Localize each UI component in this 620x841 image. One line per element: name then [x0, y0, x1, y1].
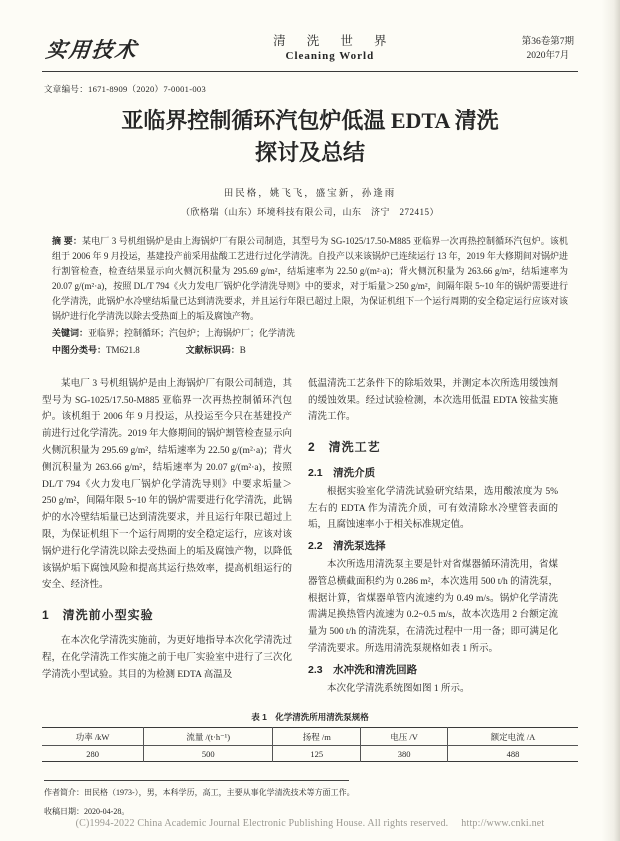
journal-name-cn: 清 洗 世 界	[273, 34, 396, 49]
journal-name-en: Cleaning World	[285, 49, 375, 62]
authors: 田民格，姚飞飞，盛宝新，孙逢雨	[223, 188, 397, 199]
table-cell: 500	[144, 746, 273, 762]
header-rule	[42, 71, 578, 72]
footnote-rule	[44, 780, 349, 781]
subsection-heading-2-1: 2.1 清洗介质	[308, 466, 376, 479]
keywords-label: 关键词：	[52, 327, 89, 338]
clc-label: 中图分类号：	[52, 344, 107, 355]
table-header-cell: 功率 /kW	[75, 731, 110, 742]
abstract-text: 某电厂 3 号机组锅炉是由上海锅炉厂有限公司制造，其型号为 SG-1025/17.50-M885 亚临界一次再热控制循环汽包炉。该机组于 2006 年 9 月投运，基建投产前采用盐酸工艺进行过化学清洗。自投产以来该锅炉已连续运行 13 年，2019 年大修期间对锅炉进行割管检查，检查结果显示向火侧沉积量为 295.69 g/m²，结垢速率为 22.50 g/(m²·a)；背火侧沉积量为 263.66 g/m²，结垢速率为 20.07 g/(m²·a)，按照 DL/T 794《火力发电厂锅炉化学清洗导则》中的要求，对于垢量＞250 g/m²，间隔年限 5~10 年的锅炉需要进行化学清洗，此锅炉水冷壁结垢量已达到清洗要求，并且运行年限已超过上限，为保证机组下一个运行周期的安全稳定运行应该对该锅炉进行化学清洗以除去受热面上的垢及腐蚀产物。	[52, 235, 568, 321]
body-paragraph: 根据实验室化学清洗试验研究结果，选用酸浓度为 5% 左右的 EDTA 作为清洗介质，可有效清除水冷壁管表面的垢，且腐蚀速率小于相关标准规定值。	[308, 486, 558, 531]
body-paragraph: 本次所选用清洗泵主要是针对省煤器循环清洗用，省煤器管总横截面积约为 0.286 m²，本次选用 500 t/h 的清洗泵，根据计算，省煤器单管内流速约为 0.49 m/s。锅炉化学清洗需满足换热管内流速为 0.2~0.5 m/s，故本次选用 2 台额定流量为 500 t/h 的清洗泵，在清洗过程中一用一备；即可满足化学清洗要求。所选用清洗泵规格如表 1 所示。	[308, 559, 558, 654]
section-heading-2: 2 清洗工艺	[308, 440, 381, 455]
table-header-row	[42, 728, 578, 746]
issue-info	[522, 35, 574, 64]
article-title-line2: 探讨及总结	[254, 139, 365, 165]
body-paragraph: 本次化学清洗系统图如图 1 所示。	[327, 683, 470, 694]
article-title-line1: 亚临界控制循环汽包炉低温 EDTA 清洗	[121, 108, 499, 133]
body-paragraph: 低温清洗工艺条件下的除垢效果，并测定本次所选用缓蚀剂的缓蚀效果。经过试验检测，本次选用低温 EDTA 铵盐实施清洗工作。	[308, 378, 558, 423]
article-number-value: 1671-8909（2020）7-0001-003	[88, 84, 207, 94]
subsection-heading-2-2: 2.2 清洗泵选择	[308, 540, 386, 553]
doc-code-label: 文献标识码：	[185, 344, 240, 355]
table-cell: 125	[273, 746, 361, 762]
affiliation: （欣格瑞（山东）环境科技有限公司，山东 济宁 272415）	[180, 206, 439, 217]
column-banner: 实用技术	[44, 38, 140, 62]
keywords	[52, 326, 568, 341]
keywords-value: 亚临界；控制循环；汽包炉；上海锅炉厂；化学清洗	[88, 327, 296, 338]
article-title	[42, 105, 578, 169]
table-header-cell: 额定电流 /A	[447, 728, 578, 746]
journal-name	[264, 34, 395, 63]
body-paragraph: 某电厂 3 号机组锅炉是由上海锅炉厂有限公司制造，其型号为 SG-1025/17.50-M885 亚临界一次再热控制循环汽包炉。该机组于 2006 年 9 月投运，从投运至今只在基建投产前进行过化学清洗。2019 年大修期间的锅炉割管检查显示向火侧沉积量为 295.69 g/m²，结垢速率为 22.50 g/(m²·a)；背火侧沉积量为 263.66 g/m²，结垢速率为 20.07 g/(m²·a)，按照 DL/T 794《火力发电厂锅炉化学清洗导则》中要求垢量＞250 g/m²，间隔年限 5~10 年的锅炉需要进行化学清洗，此锅炉的水冷壁结垢量已达到清洗要求，并且运行年限已超过上限，为保证机组下一个运行周期的安全稳定运行，应该对该锅炉进行化学清洗以除去受热面上的垢及腐蚀产物，以降低该锅炉垢下腐蚀风险和提高其运行热效率，提高机组运行的安全、经济性。	[42, 378, 292, 591]
clc-value: TM621.8	[106, 344, 140, 355]
table-cell: 280	[86, 748, 99, 759]
abstract-label: 摘 要：	[52, 235, 82, 246]
table-row	[42, 746, 578, 762]
doc-code-value: B	[239, 344, 246, 355]
author-bio: 作者简介：田民格（1973-），男，本科学历，高工，主要从事化学清洗技术等方面工作。	[44, 788, 355, 798]
journal-header	[42, 34, 578, 64]
pump-spec-table	[42, 727, 578, 762]
cnki-copyright: (C)1994-2022 China Academic Journal Electronic Publishing House. All rights reserved. http://www.cnki.net	[75, 818, 545, 829]
body-paragraph: 在本次化学清洗实施前，为更好地指导本次化学清洗过程，在化学清洗工作实施之前于电厂实验室中进行了三次化学清洗小型试验。其目的为检测 EDTA 高温及	[42, 635, 292, 680]
table-header-cell: 电压 /V	[361, 728, 448, 746]
section-heading-1: 1 清洗前小型实验	[42, 608, 154, 623]
abstract	[52, 234, 568, 324]
article-number-label: 文章编号：	[44, 84, 89, 94]
table-cell: 380	[361, 746, 448, 762]
table-header-cell: 扬程 /m	[273, 728, 361, 746]
right-column	[308, 376, 558, 698]
left-column	[42, 376, 292, 698]
body-columns	[42, 376, 578, 698]
received-date: 收稿日期：2020-04-28。	[44, 806, 130, 816]
table1-caption: 表 1 化学清洗所用清洗泵规格	[251, 712, 369, 723]
issue-date: 2020年7月	[526, 51, 570, 61]
classification-line	[52, 343, 568, 358]
table-cell: 488	[447, 746, 578, 762]
issue-volume: 第36卷第7期	[521, 36, 574, 47]
article-number	[44, 83, 578, 95]
subsection-heading-2-3: 2.3 水冲洗和清洗回路	[308, 663, 418, 676]
table-header-cell: 流量 /(t·h⁻¹)	[144, 728, 273, 746]
